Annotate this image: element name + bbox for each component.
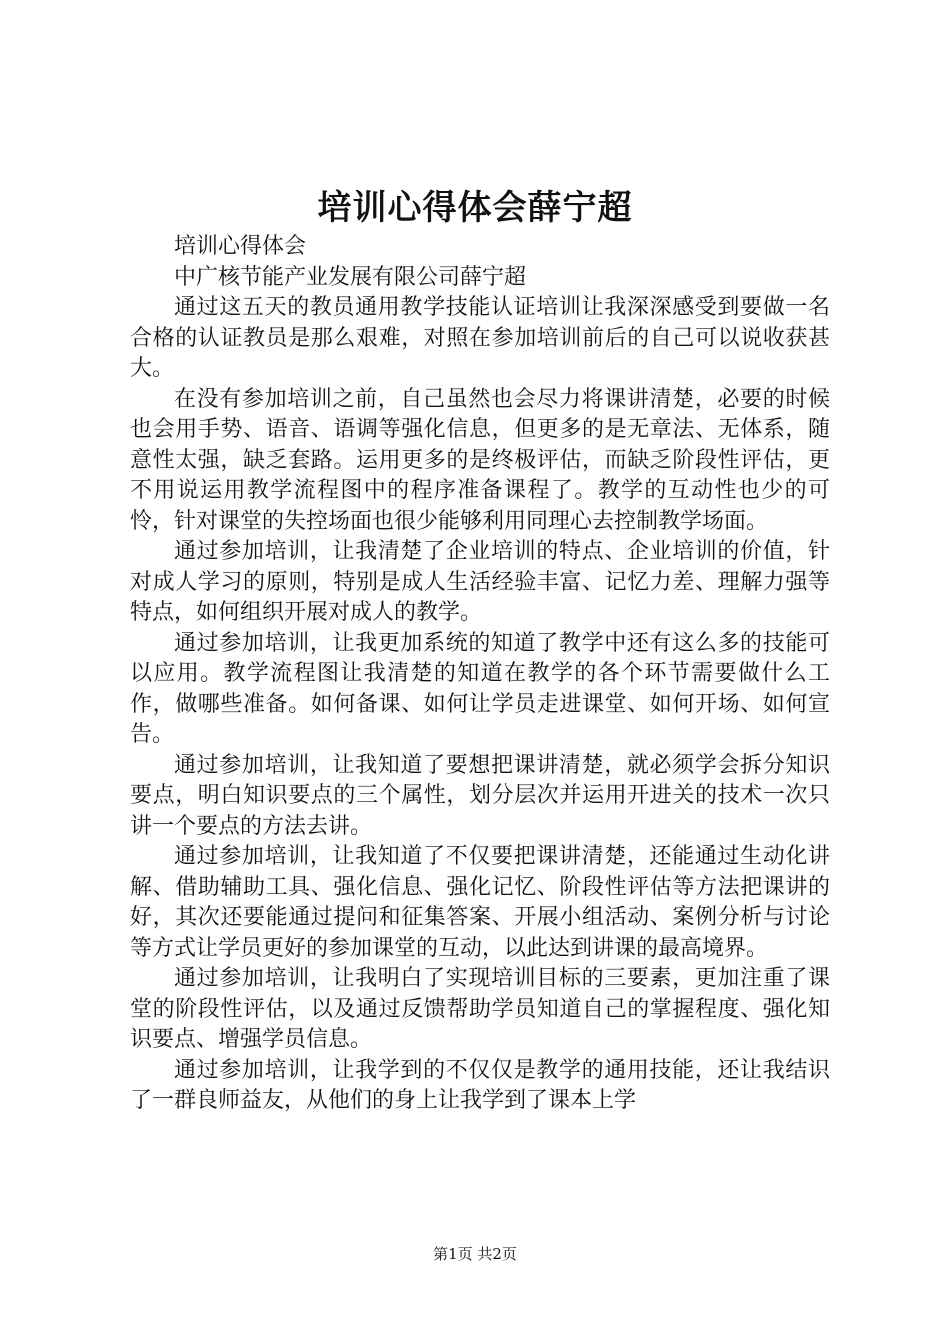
subtitle-line: 培训心得体会	[174, 234, 307, 259]
paragraph: 通过参加培训，让我清楚了企业培训的特点、企业培训的价值，针对成人学习的原则，特别是成人生活经验丰富、记忆力差、理解力强等特点，如何组织开展对成人的教学。	[130, 539, 830, 625]
paragraph: 通过参加培训，让我学到的不仅仅是教学的通用技能，还让我结识了一群良师益友，从他们的身上让我学到了课本上学	[130, 1057, 830, 1113]
paragraph: 通过参加培训，让我更加系统的知道了教学中还有这么多的技能可以应用。教学流程图让我清楚的知道在教学的各个环节需要做什么工作，做哪些准备。如何备课、如何让学员走进课堂、如何开场、如何宣告。	[130, 630, 830, 747]
paragraph: 通过这五天的教员通用教学技能认证培训让我深深感受到要做一名合格的认证教员是那么艰难，对照在参加培训前后的自己可以说收获甚大。	[130, 295, 830, 381]
paragraph: 通过参加培训，让我知道了要想把课讲清楚，就必须学会拆分知识要点，明白知识要点的三个属性，划分层次并运用开进关的技术一次只讲一个要点的方法去讲。	[130, 752, 830, 839]
document-body	[130, 232, 830, 1117]
document-title: 培训心得体会薛宁超	[317, 188, 633, 228]
paragraph: 在没有参加培训之前，自己虽然也会尽力将课讲清楚，必要的时候也会用手势、语音、语调等强化信息，但更多的是无章法、无体系，随意性太强，缺乏套路。运用更多的是终极评估，而缺乏阶段性评估，更不用说运用教学流程图中的程序准备课程了。教学的互动性也少的可怜，针对课堂的失控场面也很少能够利用同理心去控制教学场面。	[130, 386, 830, 534]
paragraph: 通过参加培训，让我明白了实现培训目标的三要素，更加注重了课堂的阶段性评估，以及通过反馈帮助学员知道自己的掌握程度、强化知识要点、增强学员信息。	[130, 966, 830, 1052]
author-line: 中广核节能产业发展有限公司薛宁超	[174, 264, 527, 290]
paragraph: 通过参加培训，让我知道了不仅要把课讲清楚，还能通过生动化讲解、借助辅助工具、强化信息、强化记忆、阶段性评估等方法把课讲的好，其次还要能通过提问和征集答案、开展小组活动、案例分析与讨论等方式让学员更好的参加课堂的互动，以此达到讲课的最高境界。	[130, 844, 830, 961]
page-footer: 第1页 共2页	[433, 1245, 517, 1263]
